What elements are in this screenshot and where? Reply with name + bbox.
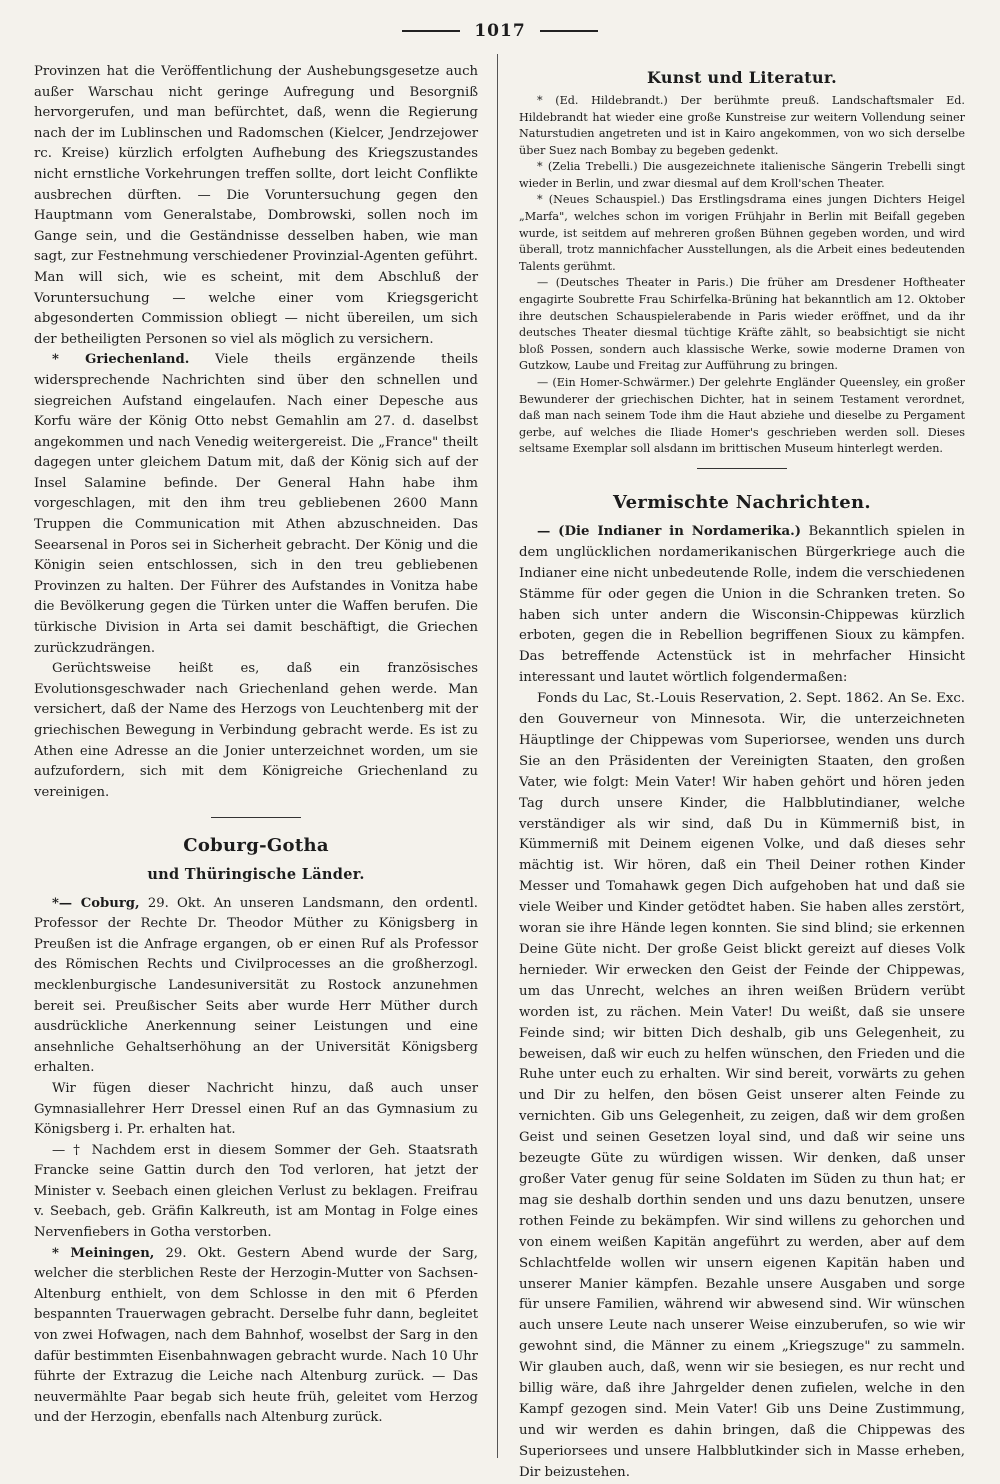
article-seebach: — † Nachdem erst in diesem Sommer der Geh. Staatsrath Francke seine Gattin durch den Tod verloren, hat jetzt der Minister v. Seebach einen gleichen Verlust zu beklagen. Freifrau v. Seebach, geb. Gräfin Kalkreuth, ist am Montag in Folge eines Nervenfiebers in Gotha verstorben. <box>34 1142 478 1241</box>
article-indianer: — (Die Indianer in Nordamerika.) Bekanntlich spielen in dem unglücklichen nordamerikanischen Bürgerkriege auch die Indianer eine nicht unbedeutende Rolle, indem die verschiedenen Stämme für oder gegen die Union in die Schranken treten. So haben sich unter andern die Wisconsin-Chippewas kürzlich erboten, gegen die in Rebellion begriffenen Sioux zu kämpfen. Das betreffende Actenstück ist in mehrfacher Hinsicht interessant und lautet wörtlich folgendermaßen: <box>519 523 965 686</box>
article-geruechte: Gerüchtsweise heißt es, daß ein französisches Evolutionsgeschwader nach Griechenland gehen werde. Man versichert, daß der Name des Herzogs von Leuchtenberg mit der griechischen Bewegung in Verbindung gebracht werde. Es ist zu Athen eine Adresse an die Jonier unterzeichnet worden, um sie aufzufordern, sich mit dem Königreiche Griechenland zu vereinigen. <box>34 661 478 800</box>
right-column <box>519 62 965 1480</box>
article-coburg: *— Coburg, 29. Okt. An unseren Landsmann, den ordentl. Professor der Rechte Dr. Theodor Müther zu Königsberg in Preußen ist die Anfrage ergangen, ob er einen Ruf als Professor des Römischen Rechts und Civilprocesses an die großherzogl. mecklenburgische Landesuniversität zu Rostock anzunehmen bereit sei. Preußischer Seits aber wurde Herr Müther durch ausdrückliche Anerkennung seiner Leistungen und eine ansehnliche Gehaltserhöhung an der Universität Königsberg erhalten. <box>34 895 478 1076</box>
note-trebelli: * (Zelia Trebelli.) Die ausgezeichnete italienische Sängerin Trebelli singt wieder in Berlin, und zwar diesmal auf dem Kroll'schen Theater. <box>519 160 965 190</box>
article-lead: *— Coburg, <box>52 895 140 911</box>
article-provinces: Provinzen hat die Veröffentlichung der Aushebungsgesetze auch außer Warschau nicht geringe Aufregung und Besorgniß hervorgerufen, und man befürchtet, daß, wenn die Regierung nach der im Lublinschen und Radomschen (Kielcer, Jendrzejower rc. Kreise) kürzlich erfolgten Aufhebung des Kriegszustandes nicht ernstliche Vorkehrungen treffen sollte, dort leicht Conflikte ausbrechen dürften. — Die Voruntersuchung gegen den Hauptmann vom Generalstabe, Dombrowski, sollen noch im Gange sein, und die Geständnisse desselben haben, wie man sagt, zur Festnehmung verschiedener Provinzial-Agenten geführt. Man will sich, wie es scheint, mit dem Abschluß der Voruntersuchung — welche einer vom Kriegsgericht abgesonderten Commission obliegt — nicht übereilen, um sich der betheiligten Personen so viel als möglich zu versichern. <box>34 64 478 347</box>
note-homer-schwaermer: — (Ein Homer-Schwärmer.) Der gelehrte Engländer Queensley, ein großer Bewunderer der griechischen Dichter, hat in seinem Testament verordnet, daß man nach seinem Tode ihm die Haut abziehe und dieselbe zu Pergament gerbe, auf welches die Iliade Homer's geschrieben werden soll. Dieses seltsame Exemplar soll alsdann im brittischen Museum hinterlegt werden. <box>519 376 965 456</box>
article-lead: * Griechenland. <box>52 352 190 368</box>
section-separator <box>211 817 301 818</box>
article-dressel: Wir fügen dieser Nachricht hinzu, daß auch unser Gymnasiallehrer Herr Dressel einen Ruf an das Gymnasium zu Königsberg i. Pr. erhalten hat. <box>34 1080 478 1138</box>
column-divider <box>497 54 498 1458</box>
article-lead: — (Die Indianer in Nordamerika.) <box>537 523 802 539</box>
section-title-vermischte-nachrichten: Vermischte Nachrichten. <box>613 491 871 513</box>
header-rule-left <box>402 30 460 32</box>
note-deutsches-theater-paris: — (Deutsches Theater in Paris.) Die früher am Dresdener Hoftheater engagirte Soubrette Frau Schirfelka-Brüning hat bekanntlich am 12. Oktober ihre deutschen Schauspielerabende in Paris wieder eröffnet, und da ihr deutsches Theater diesmal tüchtige Kräfte zählt, so beabsichtigt sie nicht bloß Possen, sondern auch klassische Werke, sowie moderne Dramen von Gutzkow, Laube und Freitag zur Aufführung zu bringen. <box>519 276 965 373</box>
left-column <box>34 62 478 1454</box>
note-hildebrandt: * (Ed. Hildebrandt.) Der berühmte preuß. Landschaftsmaler Ed. Hildebrandt hat wieder eine große Kunstreise zur weitern Vollendung seiner Naturstudien angetreten und ist in Kairo angekommen, von wo sich derselbe über Suez nach Bombay zu begeben gedenkt. <box>519 93 965 157</box>
article-chippewa-letter: Fonds du Lac, St.-Louis Reservation, 2. Sept. 1862. An Se. Exc. den Gouverneur von Minnesota. Wir, die unterzeichneten Häuptlinge der Chippewas vom Superiorsee, wenden uns durch Sie an den Präsidenten der Vereinigten Staaten, den großen Vater, wie folgt: Mein Vater! Wir haben gehört und hören jeden Tag durch unsere Kinder, die Halbblutindianer, welche verständiger als wir sind, daß Du in Kümmerniß bist, in Kümmerniß mit Deinem eigenen Volke, und daß dieses sehr mächtig ist. Wir hören, daß ein Theil Deiner rothen Kinder Messer und Tomahawk gegen Dich aufgehoben hat und daß sie viele Weiber und Kinder getödtet haben. Sie haben alles zerstört, woran sie ihre Hände legen konnten. Sie sind blind; sie erkennen Deine Güte nicht. Der große Geist blickt gereizt auf dieses Volk hernieder. Wir erwecken den Geist der Feinde der Chippewas, um das Unrecht, welches an ihren weißen Brüdern verübt worden ist, zu rächen. Mein Vater! Du weißt, daß sie unsere Feinde sind; wir bitten Dich deshalb, gib uns Gelegenheit, zu beweisen, daß wir euch zu helfen wünschen, den Frieden und die Ruhe unter euch zu erhalten. Wir sind bereit, vorwärts zu gehen und Dir zu helfen, den bösen Geist unserer alten Feinde zu vernichten. Gib uns Gelegenheit, zu zeigen, daß wir dem großen Geist und seinen Gesetzen loyal sind, und daß wir seine uns bezeugte Güte zu würdigen wissen. Wir denken, daß unser großer Vater genug für seine Soldaten im Süden zu thun hat; er mag sie deshalb dorthin senden und uns dazu benutzen, unsere rothen Feinde zu bekämpfen. Wir sind willens zu gehorchen und von einem weißen Kapitän angeführt zu werden, aber auf dem Schlachtfelde wollen wir unsern eigenen Kapitän haben und unserer Manier kämpfen. Bezahle unsere Ausgaben und sorge für unsere Familien, während wir abwesend sind. Wir wünschen auch unsere Leute nach unserer Weise einzuberufen, so wie wir gewohnt sind, die Männer zu einem „Kriegszuge" zu sammeln. Wir glauben auch, daß, wenn wir sie besiegen, es nur recht und billig wäre, daß ihre Jahrgelder denen zufielen, welche in den Kampf gezogen sind. Mein Vater! Gib uns Deine Zustimmung, und wir werden es dahin bringen, daß die Chippewas des Superiorsees und unsere Halbblutkinder sich in Masse erheben, Dir beizustehen. <box>519 691 965 1480</box>
header-rule-right <box>540 30 598 32</box>
article-griechenland: * Griechenland. Viele theils ergänzende theils widersprechende Nachrichten sind über den schnellen und siegreichen Aufstand eingelaufen. Nach einer Depesche aus Korfu wäre der König Otto nebst Gemahlin am 27. d. daselbst angekommen und nach Venedig weitergereist. Die „France" theilt dagegen unter gleichem Datum mit, daß der König sich auf der Insel Salamine befinde. Der General Hahn habe ihm vorgeschlagen, mit den ihm treu gebliebenen 2600 Mann Truppen die Communication mit Athen abzuschneiden. Das Seearsenal in Poros sei in Sicherheit gebracht. Der König und die Königin seien entschlossen, sich in den treu gebliebenen Provinzen zu halten. Der Führer des Aufstandes in Vonitza habe die Bevölkerung gegen die Türken unter die Waffen berufen. Die türkische Division in Arta sei damit beschäftigt, die Griechen zurückzudrängen. <box>34 352 478 656</box>
page-number: 1017 <box>474 21 526 41</box>
section-title-coburg-gotha: Coburg-Gotha <box>183 835 329 857</box>
kunst-literatur-notes <box>519 93 965 458</box>
note-neues-schauspiel: * (Neues Schauspiel.) Das Erstlingsdrama eines jungen Dichters Heigel „Marfa", welches schon im vorigen Frühjahr in Berlin mit Beifall gegeben wurde, ist seitdem auf mehreren großen Bühnen gegeben worden, und wird überall, trotz mannichfacher Ausstellungen, als die Arbeit eines bedeutenden Talents gerühmt. <box>519 193 965 273</box>
section-subtitle: und Thüringische Länder. <box>147 865 365 883</box>
section-title-kunst-literatur: Kunst und Literatur. <box>646 68 838 87</box>
section-separator <box>697 468 787 469</box>
article-lead: * Meiningen, <box>52 1245 155 1261</box>
article-meiningen: * Meiningen, 29. Okt. Gestern Abend wurde der Sarg, welcher die sterblichen Reste der Herzogin-Mutter von Sachsen-Altenburg enthielt, von dem Schlosse in den mit 6 Pferden bespannten Trauerwagen gebracht. Derselbe fuhr dann, begleitet von zwei Hofwagen, nach dem Bahnhof, woselbst der Sarg in den dafür bestimmten Eisenbahnwagen gebracht wurde. Nach 10 Uhr führte der Extrazug die Leiche nach Altenburg zurück. — Das neuvermählte Paar begab sich heute früh, geleitet vom Herzog und der Herzogin, ebenfalls nach Altenburg zurück. <box>34 1245 478 1426</box>
page-header <box>0 16 1000 46</box>
